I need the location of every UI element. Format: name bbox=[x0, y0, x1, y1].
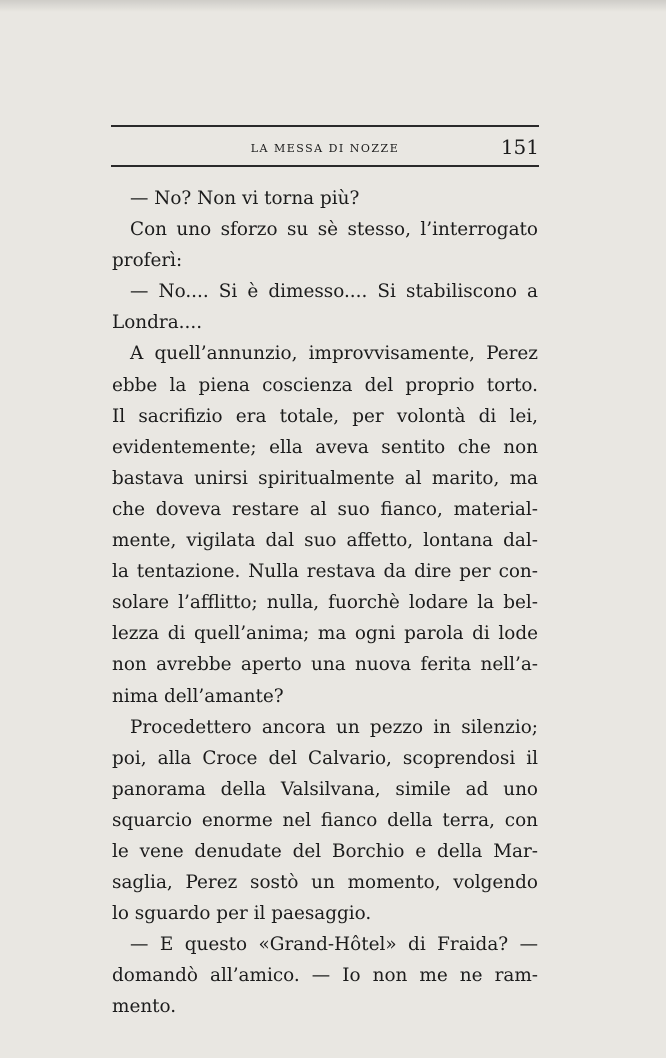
header-rule-bottom bbox=[111, 165, 539, 167]
page-number: 151 bbox=[500, 135, 539, 159]
text-line: le vene denudate del Borchio e della Mar- bbox=[112, 840, 538, 862]
text-line: Procedettero ancora un pezzo in silenzio; bbox=[130, 716, 538, 738]
text-line: Il sacrifizio era totale, per volontà di lei, bbox=[112, 405, 538, 427]
text-line: solare l’afflitto; nulla, fuorchè lodare la bel- bbox=[112, 592, 538, 614]
text-line: lo sguardo per il paesaggio. bbox=[112, 903, 372, 925]
text-line: — No? Non vi torna più? bbox=[130, 188, 360, 209]
text-line: proferì: bbox=[112, 250, 183, 272]
page-top-edge bbox=[0, 0, 666, 12]
text-line: poi, alla Croce del Calvario, scoprendosi il bbox=[112, 747, 538, 769]
text-line: ebbe la piena coscienza del proprio torto. bbox=[112, 374, 538, 396]
text-line: mente, vigilata dal suo affetto, lontana dal- bbox=[112, 530, 538, 552]
text-line: bastava unirsi spiritualmente al marito, ma bbox=[112, 467, 538, 489]
text-line: domandò all’amico. — Io non me ne ram- bbox=[112, 965, 538, 987]
body-text bbox=[112, 183, 538, 1023]
text-line: A quell’annunzio, improvvisamente, Perez bbox=[130, 343, 538, 365]
text-line: — No.... Si è dimesso.... Si stabiliscono a bbox=[130, 281, 538, 303]
text-line: mento. bbox=[112, 996, 177, 1018]
text-line: che doveva restare al suo fianco, material- bbox=[112, 498, 538, 520]
text-line: la tentazione. Nulla restava da dire per con- bbox=[112, 561, 538, 583]
text-line: evidentemente; ella aveva sentito che non bbox=[112, 436, 538, 458]
text-line: squarcio enorme nel fianco della terra, con bbox=[112, 809, 538, 831]
running-title: LA MESSA DI NOZZE bbox=[250, 142, 400, 155]
text-line: Londra.... bbox=[112, 312, 203, 334]
text-line: Con uno sforzo su sè stesso, l’interrogato bbox=[130, 219, 538, 241]
text-line: non avrebbe aperto una nuova ferita nell’a- bbox=[112, 654, 538, 676]
text-line: saglia, Perez sostò un momento, volgendo bbox=[112, 872, 538, 894]
page-header bbox=[111, 134, 539, 160]
text-line: lezza di quell’anima; ma ogni parola di lode bbox=[112, 623, 538, 645]
text-line: — E questo «Grand-Hôtel» di Fraida? — bbox=[130, 934, 538, 956]
header-rule-top bbox=[111, 125, 539, 127]
text-line: nima dell’amante? bbox=[112, 685, 284, 707]
text-line: panorama della Valsilvana, simile ad uno bbox=[112, 778, 538, 800]
